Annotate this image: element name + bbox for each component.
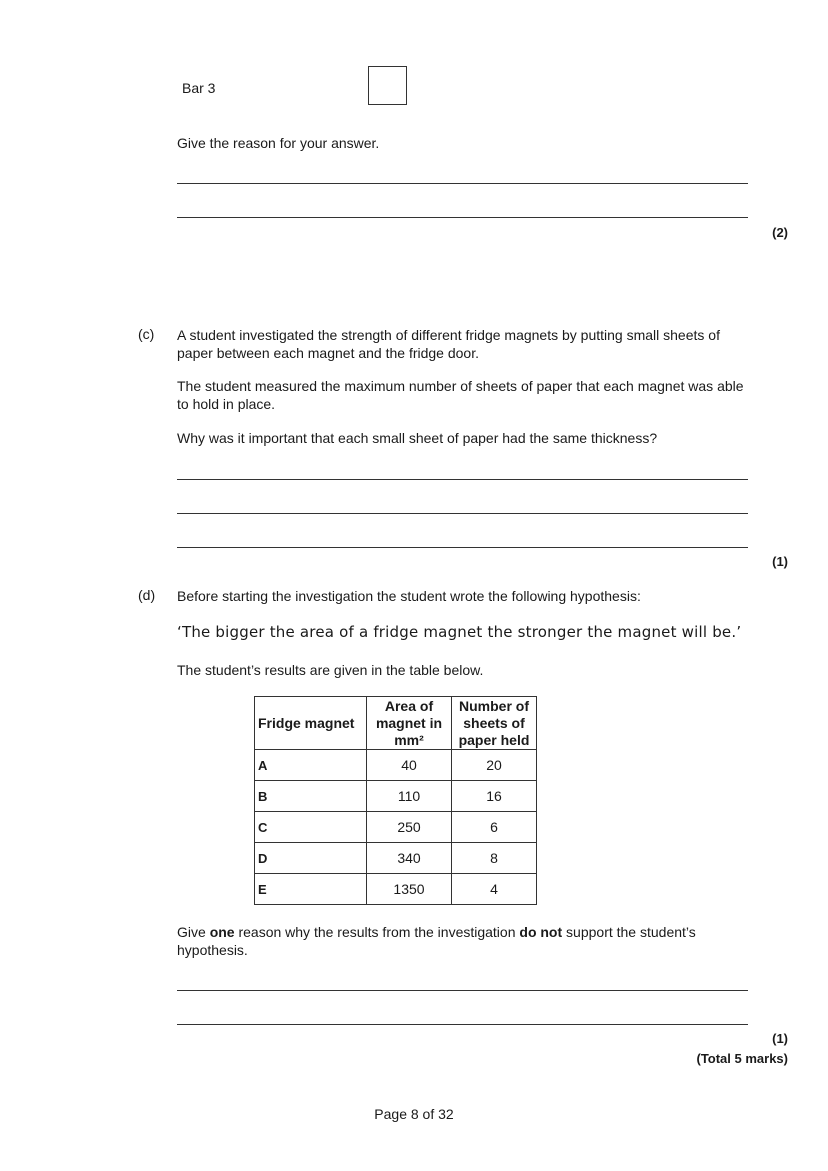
cell-magnet: D [255,843,367,874]
cell-sheets: 4 [452,874,537,905]
table-row [255,874,537,905]
header-fridge-magnet: Fridge magnet [255,697,367,750]
answer-line[interactable] [177,183,748,184]
reason-prompt: Give the reason for your answer. [177,135,380,151]
part-c-para1: A student investigated the strength of different fridge magnets by putting small sheets of paper between each magnet and the fridge door. [177,327,720,361]
question-bold-do-not: do not [519,924,563,940]
header-area: Area of magnet in mm² [367,697,452,750]
question-bold-one: one [209,924,235,940]
cell-magnet: B [255,781,367,812]
marks-label: (1) [772,1031,788,1046]
answer-line[interactable] [177,513,748,514]
cell-area: 250 [367,812,452,843]
question-text-mid: reason why the results from the investigation [234,924,520,940]
marks-label: (2) [772,225,788,240]
part-c-label: (c) [138,326,155,342]
cell-sheets: 16 [452,781,537,812]
bar-3-label: Bar 3 [182,80,216,96]
cell-sheets: 8 [452,843,537,874]
cell-area: 40 [367,750,452,781]
page-number: Page 8 of 32 [374,1106,454,1122]
cell-magnet: E [255,874,367,905]
table-intro: The student’s results are given in the table below. [177,662,484,678]
cell-magnet: A [255,750,367,781]
question-text-start: Give [177,924,210,940]
cell-sheets: 20 [452,750,537,781]
table-row [255,781,537,812]
answer-line[interactable] [177,990,748,991]
part-c-question: Why was it important that each small sheet of paper had the same thickness? [177,430,658,446]
table-row [255,843,537,874]
table-header-row [255,697,537,750]
part-c-para2: The student measured the maximum number of sheets of paper that each magnet was able to hold in place. [177,378,744,412]
answer-line[interactable] [177,1024,748,1025]
part-d-question [177,923,752,959]
answer-line[interactable] [177,547,748,548]
part-d-label: (d) [138,587,156,603]
cell-area: 340 [367,843,452,874]
table-row [255,812,537,843]
results-table [254,696,537,905]
answer-line[interactable] [177,217,748,218]
marks-label: (1) [772,554,788,569]
total-marks-label: (Total 5 marks) [696,1051,788,1066]
table-row [255,750,537,781]
cell-sheets: 6 [452,812,537,843]
cell-area: 110 [367,781,452,812]
bar-3-answer-box[interactable] [368,66,407,105]
hypothesis-text: ‘The bigger the area of a fridge magnet the stronger the magnet will be.’ [177,623,742,641]
header-sheets: Number of sheets of paper held [452,697,537,750]
part-d-intro: Before starting the investigation the student wrote the following hypothesis: [177,588,641,604]
answer-line[interactable] [177,479,748,480]
question-text-end: support the student’s hypothesis. [177,924,696,958]
cell-magnet: C [255,812,367,843]
cell-area: 1350 [367,874,452,905]
